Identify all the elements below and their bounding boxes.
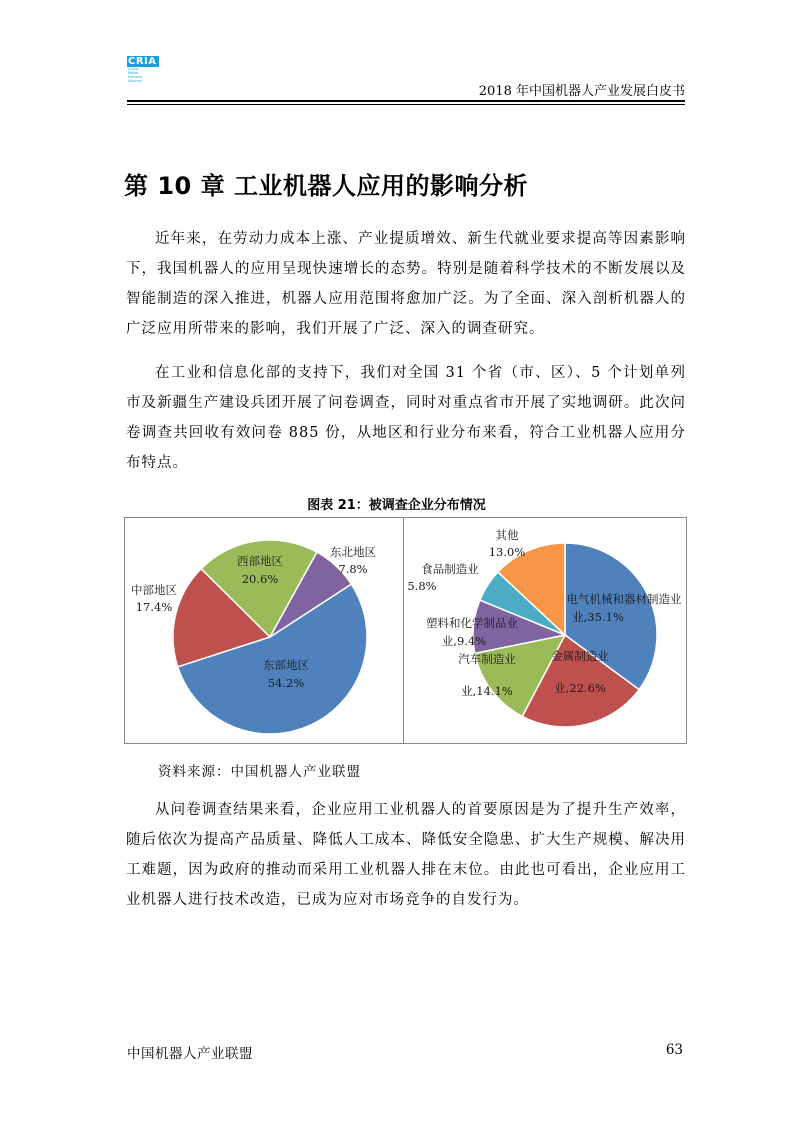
header-title: 2018 年中国机器人产业发展白皮书 [478, 84, 685, 99]
logo-subtext [127, 67, 159, 83]
pie-charts [124, 517, 686, 743]
cria-logo [127, 56, 159, 86]
header-rule [127, 100, 685, 102]
logo-subtext-line: Robot [128, 71, 139, 75]
pie2-label-category: 汽车制造业 [458, 652, 516, 666]
pie2-label-category: 食品制造业 [421, 562, 479, 576]
industry-pie-chart [473, 543, 657, 727]
pie2-label-value: 业,22.6% [554, 681, 606, 695]
logo-subtext-line: Industry [128, 75, 143, 79]
pie2-label-value: 业,35.1% [572, 610, 624, 624]
page-number: 63 [665, 1042, 683, 1058]
header-rule-thin [127, 104, 685, 105]
pie1-label-value: 17.4% [135, 600, 173, 614]
pie1-label-value: 20.6% [241, 572, 279, 586]
logo-text: CRIA [127, 56, 159, 67]
logo-subtext-line: China [128, 67, 138, 71]
paragraph: 从问卷调查结果来看，企业应用工业机器人的首要原因是为了提升生产效率，随后依次为提高产品质量、降低人工成本、降低安全隐患、扩大生产规模、解决用工难题，因为政府的推动而采用工业机器人排在末位。由此也可看出，企业应用工业机器人进行技术改造，已成为应对市场竞争的自发行为。 [126, 802, 686, 908]
pie2-label-value: 业,14.1% [461, 684, 513, 698]
pie2-label-category: 塑料和化学制品业 [426, 616, 518, 630]
pie1-label-category: 西部地区 [237, 554, 283, 568]
pie1-label-category: 东北地区 [330, 545, 376, 559]
pie1-label-category: 东部地区 [263, 658, 309, 672]
pie2-label-category: 其他 [495, 528, 519, 542]
pie2-label-value: 业,9.4% [441, 634, 487, 648]
footer-org: 中国机器人产业联盟 [127, 1046, 253, 1062]
figure-source: 资料来源：中国机器人产业联盟 [158, 764, 361, 780]
pie2-label-value: 13.0% [488, 545, 526, 559]
pie2-label-value: 5.8% [407, 579, 437, 593]
paragraph: 近年来，在劳动力成本上涨、产业提质增效、新生代就业要求提高等因素影响下，我国机器人的应用呈现快速增长的态势。特别是随着科学技术的不断发展以及智能制造的深入推进，机器人应用范围将愈加广泛。为了全面、深入剖析机器人的广泛应用所带来的影响，我们开展了广泛、深入的调查研究。 [126, 231, 686, 337]
paragraph: 在工业和信息化部的支持下，我们对全国 31 个省（市、区）、5 个计划单列市及新疆生产建设兵团开展了问卷调查，同时对重点省市开展了实地调研。此次问卷调查共回收有效问卷 885 份，从地区和行业分布来看，符合工业机器人应用分布特点。 [126, 365, 686, 471]
figure-title: 图表 21：被调查企业分布情况 [307, 498, 486, 513]
logo-subtext-line: Alliance [128, 79, 142, 83]
pie2-label-category: 电气机械和器材制造业 [566, 592, 682, 606]
pie1-label-value: 54.2% [267, 676, 305, 690]
pie1-label-category: 中部地区 [131, 583, 177, 597]
chapter-title: 第 10 章 工业机器人应用的影响分析 [124, 172, 528, 200]
pie1-label-value: 7.8% [338, 562, 368, 576]
pie2-label-category: 金属制造业 [551, 649, 609, 663]
